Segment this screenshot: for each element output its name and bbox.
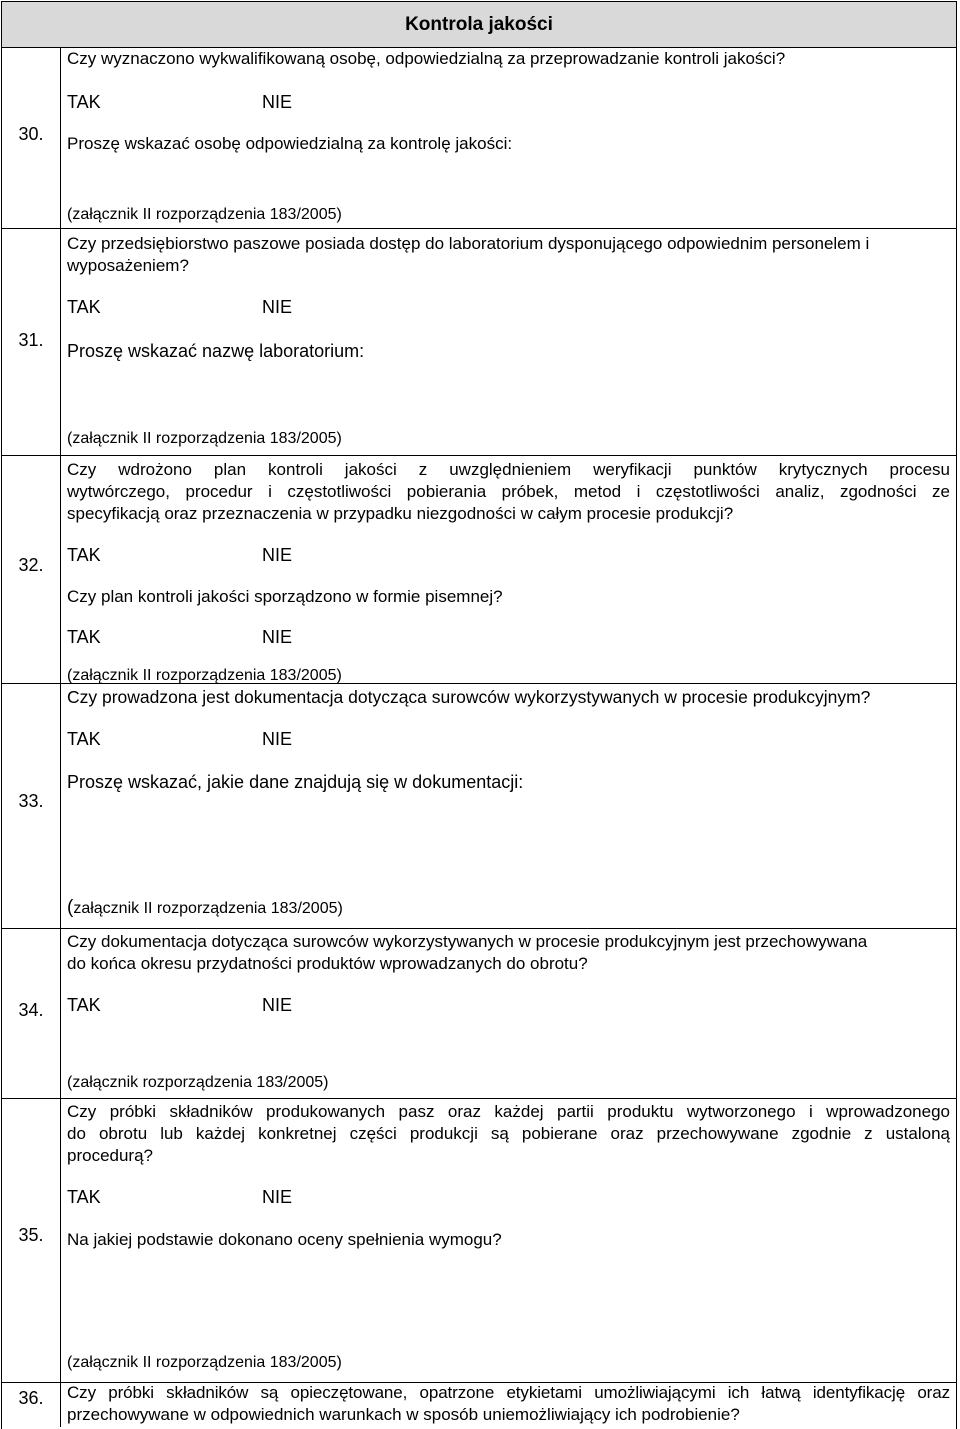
legal-reference	[67, 897, 343, 920]
question-text: specyfikacją oraz przeznaczenia w przypadku niezgodności w całym procesie produkcji?	[67, 504, 734, 523]
question-number: 34.	[18, 1000, 44, 1020]
yes-option[interactable]: TAK	[67, 92, 101, 112]
question-text: wyposażeniem?	[67, 256, 189, 275]
yes-option[interactable]: TAK	[67, 627, 101, 647]
question-text: Czy dokumentacja dotycząca surowców wykorzystywanych w procesie produkcyjnym jest przechowywana	[67, 932, 868, 951]
yes-option[interactable]: TAK	[67, 1187, 101, 1207]
yes-option[interactable]: TAK	[67, 297, 101, 317]
question-text: Czy wyznaczono wykwalifikowaną osobę, odpowiedzialną za przeprowadzanie kontroli jakości?	[67, 49, 786, 68]
legal-reference: (załącznik II rozporządzenia 183/2005)	[67, 206, 342, 223]
question-number: 32.	[18, 555, 44, 575]
question-text: Czy plan kontroli jakości sporządzono w formie pisemnej?	[67, 587, 503, 606]
question-text: Czy wdrożono plan kontroli jakości z uwzględnieniem weryfikacji punktów krytycznych procesu	[67, 460, 950, 479]
question-text: Czy próbki składników produkowanych pasz oraz każdej partii produktu wytworzonego i wprowadzonego	[67, 1102, 950, 1121]
question-number: 31.	[18, 330, 44, 350]
row-divider	[1, 455, 957, 456]
question-number: 36.	[18, 1388, 44, 1408]
question-text: do obrotu lub każdej konkretnej części produkcji są pobierane oraz przechowywane zgodnie z ustaloną	[67, 1124, 950, 1143]
question-number: 33.	[18, 791, 44, 811]
legal-reference-text: załącznik II rozporządzenia 183/2005)	[73, 900, 343, 917]
no-option[interactable]: NIE	[262, 297, 293, 317]
yes-option[interactable]: TAK	[67, 545, 101, 565]
question-text: Czy przedsiębiorstwo paszowe posiada dostęp do laboratorium dysponującego odpowiednim personelem i	[67, 234, 870, 253]
question-text: do końca okresu przydatności produktów wprowadzanych do obrotu?	[67, 954, 588, 973]
question-text: przechowywane w odpowiednich warunkach w sposób uniemożliwiający ich podrobienie?	[67, 1405, 740, 1424]
question-number: 35.	[18, 1225, 44, 1245]
number-column-divider	[60, 47, 61, 1427]
section-header	[2, 2, 956, 47]
legal-reference-paren: (	[67, 897, 74, 918]
answer-prompt: Proszę wskazać nazwę laboratorium:	[67, 341, 365, 361]
no-option[interactable]: NIE	[262, 627, 293, 647]
question-text: Czy prowadzona jest dokumentacja dotycząca surowców wykorzystywanych w procesie produkcyjnym?	[67, 687, 871, 707]
no-option[interactable]: NIE	[262, 1187, 293, 1207]
legal-reference: (załącznik rozporządzenia 183/2005)	[67, 1074, 329, 1091]
no-option[interactable]: NIE	[262, 729, 293, 749]
yes-option[interactable]: TAK	[67, 995, 101, 1015]
answer-prompt: Na jakiej podstawie dokonano oceny spełnienia wymogu?	[67, 1230, 502, 1249]
row-divider	[1, 928, 957, 929]
yes-option[interactable]: TAK	[67, 729, 101, 749]
row-divider	[1, 1098, 957, 1099]
no-option[interactable]: NIE	[262, 995, 293, 1015]
no-option[interactable]: NIE	[262, 92, 293, 112]
legal-reference: (załącznik II rozporządzenia 183/2005)	[67, 667, 342, 684]
answer-prompt: Proszę wskazać osobę odpowiedzialną za kontrolę jakości:	[67, 134, 513, 153]
question-number: 30.	[18, 124, 44, 144]
question-text: Czy próbki składników są opieczętowane, opatrzone etykietami umożliwiającymi ich łatwą identyfikację oraz	[67, 1383, 950, 1402]
question-text: procedurą?	[67, 1146, 154, 1165]
no-option[interactable]: NIE	[262, 545, 293, 565]
legal-reference: (załącznik II rozporządzenia 183/2005)	[67, 430, 342, 447]
legal-reference: (załącznik II rozporządzenia 183/2005)	[67, 1354, 342, 1371]
question-text: wytwórczego, procedur i częstotliwości pobierania próbek, metod i częstotliwości analiz, zgodności ze	[67, 482, 950, 501]
row-divider	[1, 228, 957, 229]
section-title: Kontrola jakości	[405, 14, 553, 35]
answer-prompt: Proszę wskazać, jakie dane znajdują się w dokumentacji:	[67, 772, 524, 792]
